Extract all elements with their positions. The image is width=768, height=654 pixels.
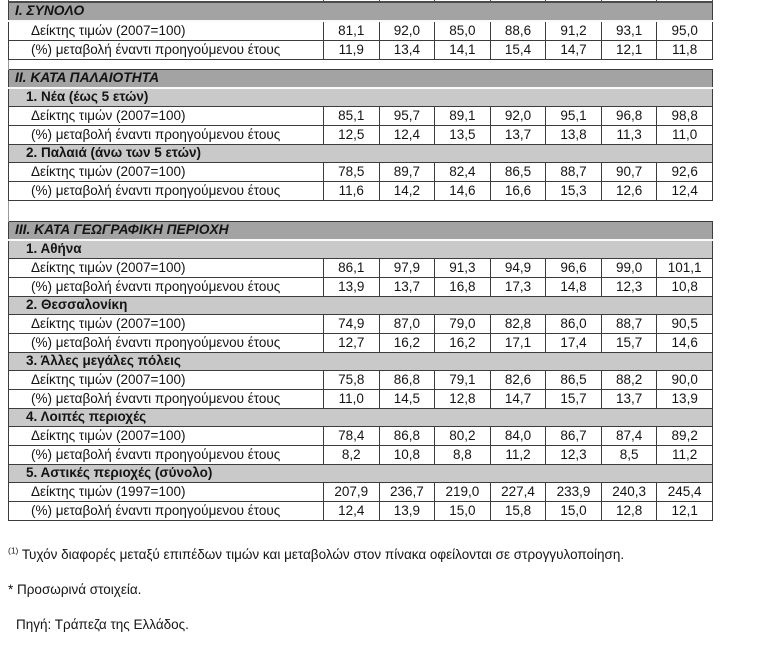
subsection-band: 4. Λοιπές περιοχές	[9, 409, 713, 427]
row-label: (%) μεταβολή έναντι προηγούμενου έτους	[9, 334, 324, 353]
value-cell: 14,2	[379, 182, 435, 201]
footnotes	[8, 547, 768, 632]
value-cell: 233,9	[546, 483, 602, 502]
value-cell: 240,3	[601, 483, 657, 502]
row-label: (%) μεταβολή έναντι προηγούμενου έτους	[9, 446, 324, 465]
value-cell: 13,4	[379, 41, 435, 60]
row-label: Δείκτης τιμών (1997=100)	[9, 483, 324, 502]
section-spacer	[9, 201, 713, 222]
value-cell: 86,0	[546, 315, 602, 334]
value-cell: 78,5	[324, 163, 380, 182]
value-cell: 11,2	[490, 446, 546, 465]
value-cell: 13,9	[324, 278, 380, 297]
value-cell: 10,8	[379, 446, 435, 465]
value-cell: 8,8	[435, 446, 491, 465]
footnote-rounding	[8, 547, 768, 562]
value-cell: 13,9	[379, 502, 435, 521]
value-cell: 11,0	[324, 390, 380, 409]
row-label: (%) μεταβολή έναντι προηγούμενου έτους	[9, 390, 324, 409]
value-cell: 13,5	[435, 126, 491, 145]
row-label: Δείκτης τιμών (2007=100)	[9, 21, 324, 41]
value-cell: 79,1	[435, 371, 491, 390]
value-cell: 86,7	[546, 427, 602, 446]
value-cell: 95,0	[657, 21, 713, 41]
value-cell: 17,4	[546, 334, 602, 353]
value-cell: 11,3	[601, 126, 657, 145]
value-cell: 78,4	[324, 427, 380, 446]
value-cell: 13,7	[490, 126, 546, 145]
value-cell: 11,9	[324, 41, 380, 60]
value-cell: 14,1	[435, 41, 491, 60]
value-cell: 11,0	[657, 126, 713, 145]
section-spacer	[9, 60, 713, 70]
subsection-band: 3. Άλλες μεγάλες πόλεις	[9, 353, 713, 371]
value-cell: 86,8	[379, 427, 435, 446]
value-cell: 86,8	[379, 371, 435, 390]
value-cell: 11,8	[657, 41, 713, 60]
value-cell: 12,6	[601, 182, 657, 201]
value-cell: 12,3	[546, 446, 602, 465]
value-cell: 91,3	[435, 259, 491, 278]
value-cell: 8,2	[324, 446, 380, 465]
value-cell: 16,8	[435, 278, 491, 297]
value-cell: 16,2	[379, 334, 435, 353]
value-cell: 17,1	[490, 334, 546, 353]
row-label: (%) μεταβολή έναντι προηγούμενου έτους	[9, 126, 324, 145]
value-cell: 11,6	[324, 182, 380, 201]
value-cell: 11,2	[657, 446, 713, 465]
value-cell: 88,7	[546, 163, 602, 182]
value-cell: 15,3	[546, 182, 602, 201]
value-cell: 86,5	[546, 371, 602, 390]
row-label: Δείκτης τιμών (2007=100)	[9, 107, 324, 126]
value-cell: 85,1	[324, 107, 380, 126]
section-band: I. ΣΥΝΟΛΟ	[9, 2, 713, 21]
value-cell: 89,1	[435, 107, 491, 126]
value-cell: 93,1	[601, 21, 657, 41]
value-cell: 12,3	[601, 278, 657, 297]
value-cell: 15,0	[435, 502, 491, 521]
value-cell: 82,4	[435, 163, 491, 182]
value-cell: 12,8	[435, 390, 491, 409]
price-index-table	[8, 0, 713, 521]
value-cell: 89,2	[657, 427, 713, 446]
section-band: II. ΚΑΤΑ ΠΑΛΑΙΟΤΗΤΑ	[9, 70, 713, 89]
value-cell: 96,6	[546, 259, 602, 278]
value-cell: 13,7	[601, 390, 657, 409]
value-cell: 86,5	[490, 163, 546, 182]
value-cell: 95,7	[379, 107, 435, 126]
row-label: (%) μεταβολή έναντι προηγούμενου έτους	[9, 502, 324, 521]
subsection-band: 2. Παλαιά (άνω των 5 ετών)	[9, 145, 713, 163]
value-cell: 90,7	[601, 163, 657, 182]
value-cell: 95,1	[546, 107, 602, 126]
value-cell: 74,9	[324, 315, 380, 334]
footnote-marker: (1)	[8, 545, 19, 556]
value-cell: 14,8	[546, 278, 602, 297]
price-index-table-body	[9, 0, 713, 521]
value-cell: 14,6	[657, 334, 713, 353]
row-label: Δείκτης τιμών (2007=100)	[9, 371, 324, 390]
value-cell: 17,3	[490, 278, 546, 297]
value-cell: 16,6	[490, 182, 546, 201]
value-cell: 8,5	[601, 446, 657, 465]
value-cell: 245,4	[657, 483, 713, 502]
subsection-band: 5. Αστικές περιοχές (σύνολο)	[9, 465, 713, 483]
value-cell: 13,9	[657, 390, 713, 409]
value-cell: 92,0	[490, 107, 546, 126]
value-cell: 236,7	[379, 483, 435, 502]
value-cell: 15,4	[490, 41, 546, 60]
value-cell: 82,6	[490, 371, 546, 390]
value-cell: 99,0	[601, 259, 657, 278]
value-cell: 87,0	[379, 315, 435, 334]
value-cell: 84,0	[490, 427, 546, 446]
value-cell: 12,4	[379, 126, 435, 145]
value-cell: 89,7	[379, 163, 435, 182]
value-cell: 88,2	[601, 371, 657, 390]
value-cell: 12,8	[601, 502, 657, 521]
value-cell: 88,6	[490, 21, 546, 41]
value-cell: 15,7	[546, 390, 602, 409]
value-cell: 94,9	[490, 259, 546, 278]
value-cell: 87,4	[601, 427, 657, 446]
footnote-rounding-text: Τυχόν διαφορές μεταξύ επιπέδων τιμών και μεταβολών στον πίνακα οφείλονται σε στρογγυλοποίηση.	[18, 547, 625, 562]
value-cell: 80,2	[435, 427, 491, 446]
value-cell: 12,1	[657, 502, 713, 521]
footnote-source: Πηγή: Τράπεζα της Ελλάδος.	[16, 617, 189, 632]
subsection-band: 1. Αθήνα	[9, 240, 713, 259]
value-cell: 12,7	[324, 334, 380, 353]
value-cell: 13,7	[379, 278, 435, 297]
value-cell: 90,0	[657, 371, 713, 390]
footnote-provisional-data: * Προσωρινά στοιχεία.	[8, 582, 142, 597]
row-label: Δείκτης τιμών (2007=100)	[9, 315, 324, 334]
subsection-band: 2. Θεσσαλονίκη	[9, 297, 713, 315]
value-cell: 12,1	[601, 41, 657, 60]
value-cell: 88,7	[601, 315, 657, 334]
value-cell: 97,9	[379, 259, 435, 278]
value-cell: 14,7	[546, 41, 602, 60]
value-cell: 12,4	[324, 502, 380, 521]
value-cell: 15,0	[546, 502, 602, 521]
value-cell: 92,0	[379, 21, 435, 41]
value-cell: 12,4	[657, 182, 713, 201]
value-cell: 90,5	[657, 315, 713, 334]
value-cell: 98,8	[657, 107, 713, 126]
value-cell: 14,7	[490, 390, 546, 409]
value-cell: 13,8	[546, 126, 602, 145]
value-cell: 92,6	[657, 163, 713, 182]
value-cell: 82,8	[490, 315, 546, 334]
value-cell: 86,1	[324, 259, 380, 278]
value-cell: 14,5	[379, 390, 435, 409]
row-label: Δείκτης τιμών (2007=100)	[9, 259, 324, 278]
value-cell: 219,0	[435, 483, 491, 502]
section-band: III. ΚΑΤΑ ΓΕΩΓΡΑΦΙΚΗ ΠΕΡΙΟΧΗ	[9, 222, 713, 241]
row-label: Δείκτης τιμών (2007=100)	[9, 427, 324, 446]
value-cell: 96,8	[601, 107, 657, 126]
value-cell: 15,7	[601, 334, 657, 353]
value-cell: 12,5	[324, 126, 380, 145]
row-label: (%) μεταβολή έναντι προηγούμενου έτους	[9, 278, 324, 297]
subsection-band: 1. Νέα (έως 5 ετών)	[9, 88, 713, 107]
value-cell: 10,8	[657, 278, 713, 297]
value-cell: 75,8	[324, 371, 380, 390]
value-cell: 16,2	[435, 334, 491, 353]
value-cell: 81,1	[324, 21, 380, 41]
value-cell: 85,0	[435, 21, 491, 41]
value-cell: 227,4	[490, 483, 546, 502]
value-cell: 101,1	[657, 259, 713, 278]
value-cell: 15,8	[490, 502, 546, 521]
value-cell: 91,2	[546, 21, 602, 41]
row-label: (%) μεταβολή έναντι προηγούμενου έτους	[9, 41, 324, 60]
value-cell: 14,6	[435, 182, 491, 201]
value-cell: 207,9	[324, 483, 380, 502]
value-cell: 79,0	[435, 315, 491, 334]
row-label: Δείκτης τιμών (2007=100)	[9, 163, 324, 182]
row-label: (%) μεταβολή έναντι προηγούμενου έτους	[9, 182, 324, 201]
